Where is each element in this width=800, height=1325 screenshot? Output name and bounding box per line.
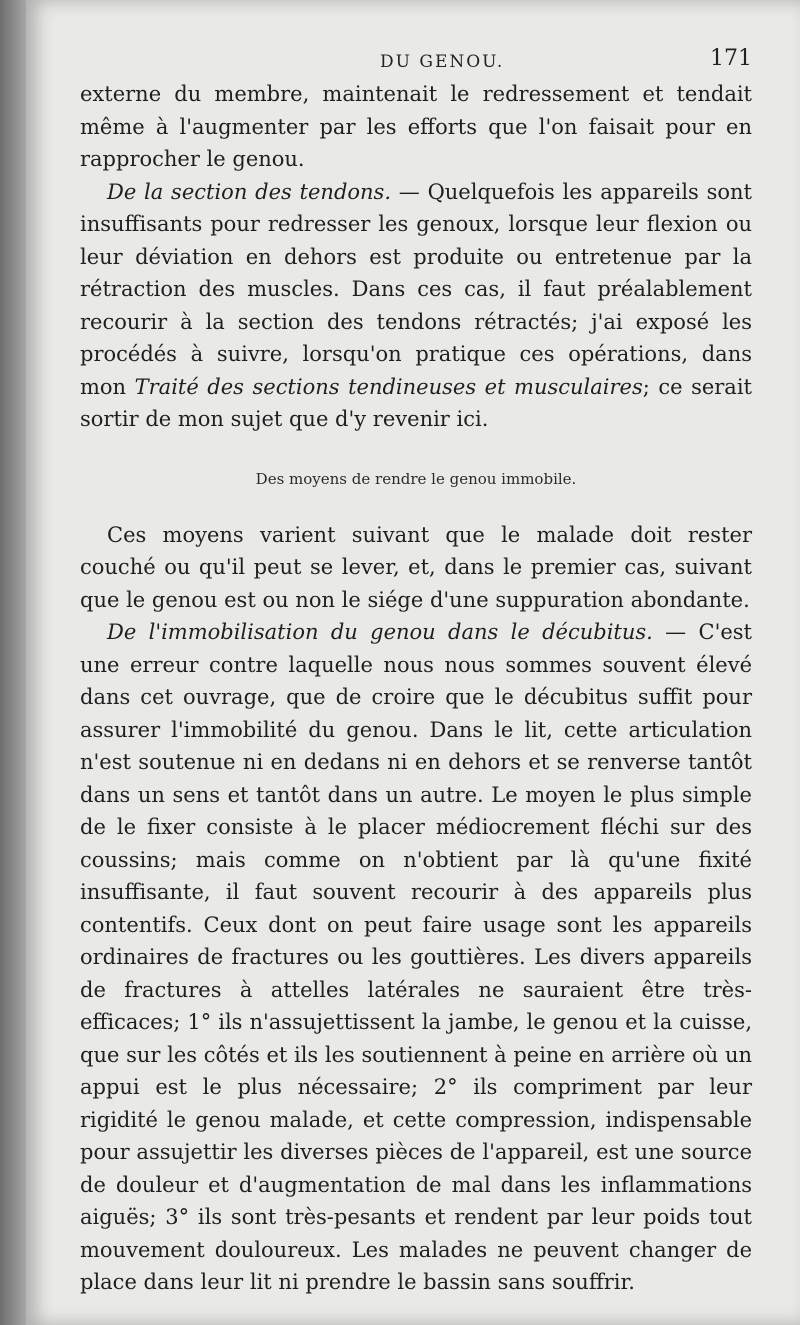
paragraph-section-tendons: [80, 176, 752, 436]
spacer: [80, 436, 752, 463]
paragraph-immobilisation: [80, 616, 752, 1299]
page-header: [80, 46, 760, 76]
page-body: [80, 78, 752, 1299]
paragraph-continuation: externe du membre, maintenait le redressement et tendait même à l'augmenter par les efforts que l'on faisait pour en rapprocher le genou.: [80, 82, 752, 171]
section-subheading: Des moyens de rendre le genou immobile.: [255, 469, 577, 488]
paragraph-title: De la section des tendons.: [107, 179, 392, 204]
paragraph-text: — C'est une erreur contre laquelle nous nous sommes souvent élevé dans cet ouvrage, que de croire que le décubitus suffit pour assurer l'immobilité du genou. Dans le lit, cette articulation n'est soutenue ni en dedans ni en dehors et se renverse tantôt dans un sens et tantôt dans un autre. Le moyen le plus simple de le fixer consiste à le placer médiocrement fléchi sur des coussins; mais comme on n'obtient par là qu'une fixité insuffisante, il faut souvent recourir à des appareils plus contentifs. Ceux dont on peut faire usage sont les appareils ordinaires de fractures ou les gouttières. Les divers appareils de fractures à attelles latérales ne sauraient être très-efficaces; 1° ils n'assujettissent la jambe, le genou et la cuisse, que sur les côtés et ils les soutiennent à peine en arrière où un appui est le plus nécessaire; 2° ils compriment par leur rigidité le genou malade, et cette compression, indispensable pour assujettir les diverses pièces de l'appareil, est une source de douleur et d'augmentation de mal dans les inflammations aiguës; 3° ils sont très-pesants et rendent par leur poids tout mouvement douloureux. Les malades ne peuvent changer de place dans leur lit ni prendre le bassin sans souffrir.: [80, 620, 752, 1294]
paragraph-text: — Quelquefois les appareils sont insuffisants pour redresser les genoux, lorsque leur flexion ou leur déviation en dehors est produite ou entretenue par la rétraction des muscles. Dans ces cas, il faut préalablement recourir à la section des tendons rétractés; j'ai exposé les procédés à suivre, lorsqu'on pratique ces opérations, dans mon: [80, 179, 752, 399]
paragraph-moyens: Ces moyens varient suivant que le malade doit rester couché ou qu'il peut se lever, et, dans le premier cas, suivant que le genou est ou non le siége d'une suppuration abondante.: [80, 522, 752, 612]
running-head: DU GENOU.: [380, 52, 505, 72]
page-number: 171: [710, 46, 752, 71]
book-title-reference: Traité des sections tendineuses et musculaires: [134, 374, 643, 399]
paragraph-title: De l'immobilisation du genou dans le décubitus.: [107, 620, 653, 644]
book-spine-shadow: [0, 0, 26, 1325]
paragraph-text-end: ; ce serait sortir de mon sujet que d'y revenir ici.: [80, 374, 752, 431]
spacer: [80, 495, 752, 519]
